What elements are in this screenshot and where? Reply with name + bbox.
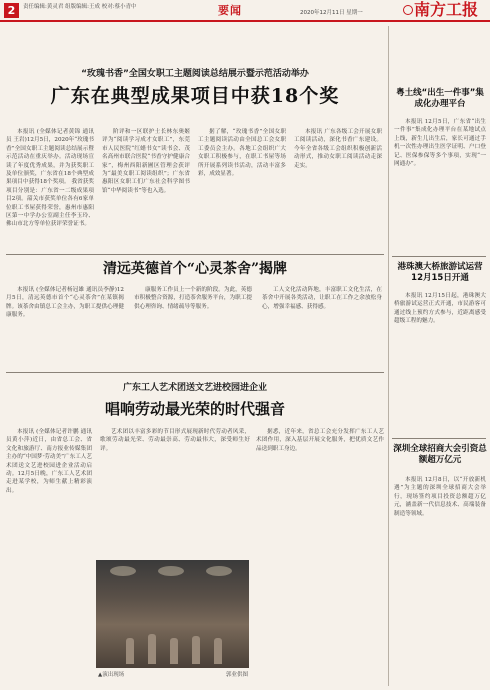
lead-story-column-1: 本报讯 (全媒体记者黄锦 通讯员 王岩)12月5日，2020年“玫瑰书香”全国女职工主题阅读总结展示暨示范活动在重庆举办。活动现场宣读了年度优秀成果，并为获奖职工及单位颁奖，广东省在18个典型成果项目中获得18个奖项。 我省获奖项目分别是：广东省一二级成果项目2项。韶关市获奖单位各有6家单位职工书屋获得荣誉，惠州市惠阳区第一中学办公室副主任李玉玲、佛山市北方等单位获评荣誉证书。 [6,129,94,228]
sidebar-divider [392,438,486,439]
sidebar-divider [392,256,486,257]
sidebar-divider [388,26,389,686]
sidebar-story3-text: 本报讯 12月8日，以“开放新机遇”为主题的深圳全球招商大会举行，现场签约项目投资总额超万亿元，涵盖新一代信息技术、高端装备制造等领域。 [394,477,486,517]
story2-headline [6,260,384,278]
story3-column-3: 据悉，近年来，省总工会充分发挥广东工人艺术团作用，深入基层开展文化服务，把优质文艺作品送到职工身边。 [256,429,384,452]
lead-story-column-2: 阶评和一区联护士长林东奥姬评为“阅读学习成才女职工”，东莞市人民医院“红蜡书女”读书会、茂名高州市联合医院“书香守护健康合家”，梅州西阳新圃区管理会获评为“最美女职工阅读组织”；广东省惠阳区女职工们广东社会科学图书馆“中华阅读书”等也入选。 [102,129,190,194]
issue-date: 2020年12月11日 星期一 [300,10,363,16]
newspaper-name: 南方工报 [414,0,479,19]
lead-story-headline [6,68,384,108]
sidebar-story2-text: 本报讯 12月15日起，港珠澳大桥旅游试运营正式开通，市民游客可通过线上预约方式参与，近距离感受超级工程的魅力。 [394,293,486,325]
page-number: 2 [4,3,19,18]
photo-credit: 郭业供图 [225,672,248,678]
sidebar-story1-title: 粤土线“出生一件事”集成化办理平台 [396,88,484,109]
story3-column-2: 艺术团以丰富多彩的节目形式展现新时代劳动者风采，歌颂劳动最光荣、劳动最崇高、劳动最伟大，深受师生好评。 [100,429,250,452]
section-divider [6,254,384,255]
masthead [0,0,490,22]
story2-column-3: 工人文化活动阵地，丰富职工文化生活，在茶舍中开展各类活动，让职工在工作之余放松身心，增强幸福感、获得感。 [262,287,382,310]
story2-column-1: 本报讯 (全媒体记者杨冠雄 通讯员李静)12月5日，清远英德市首个“心灵茶舍”在某镇揭牌。该茶舍由镇总工会主办，为职工提供心理健康服务。 [6,287,124,319]
lead-story-column-4: 本报讯 广东各级工会开展女职工阅读活动，深化书香广东建设。今年全省各级工会组织积极创新活动形式，推动女职工阅读活动走深走实。 [294,129,382,169]
story3-headline [6,382,384,418]
story3-column-1: 本报讯 (全媒体记者许鹏 通讯员黄小萍)近日，由省总工会、省文化和旅游厅、南方报业传媒集团主办的“中国梦·劳动美”广东工人艺术团送文艺进校园进企业活动启动。12月5日晚，广东工人艺术团走进某学校，为师生献上精彩演出。 [6,429,92,494]
sidebar-story1-text: 本报讯 12月5日，广东省“出生一件事”集成化办理平台在某地试点上线，新生儿出生后，家长可通过手机一次性办理出生医学证明、户口登记、医保参保等多个事项，实现“一网通办”。 [394,119,486,168]
sidebar-story2-title: 港珠澳大桥旅游试运营12月15日开通 [397,262,483,283]
section-divider [6,372,384,373]
lead-story-title: 广东在典型成果项目中获18个奖 [50,85,340,107]
editor-credits: 责任编辑:黄灵君 组版编辑:王成 校对:蔡小青中 [23,4,137,10]
photo-caption [98,670,248,678]
lead-story-column-3: 据了解，“玫瑰书香”全国女职工主题阅读活动由全国总工会女职工委员会主办。各地工会组织广大女职工积极参与，在职工书屋等场所开展系列读书活动，活动丰富多彩，成效显著。 [198,129,286,178]
story3-kicker: 广东工人艺术团送文艺进校园进企业 [122,383,267,393]
lead-story-kicker: “玫瑰书香”全国女职工主题阅读总结展示暨示范活动举办 [81,69,309,79]
newspaper-logo-icon [403,5,413,15]
story2-column-2: 康服务工作员上一个新的阶段。为此，英德市积极整合资源，打造茶舍服务平台，为职工提供心理咨询、情绪疏导等服务。 [134,287,252,310]
section-label: 要闻 [218,4,242,17]
story3-title: 唱响劳动最光荣的时代强音 [104,400,285,418]
performance-photo [96,560,249,668]
sidebar-story3-title: 深圳全球招商大会引资总额超万亿元 [393,444,487,465]
caption-text: ▲演出现场 [98,672,125,678]
story2-title: 清远英德首个“心灵茶舍”揭牌 [102,261,288,277]
